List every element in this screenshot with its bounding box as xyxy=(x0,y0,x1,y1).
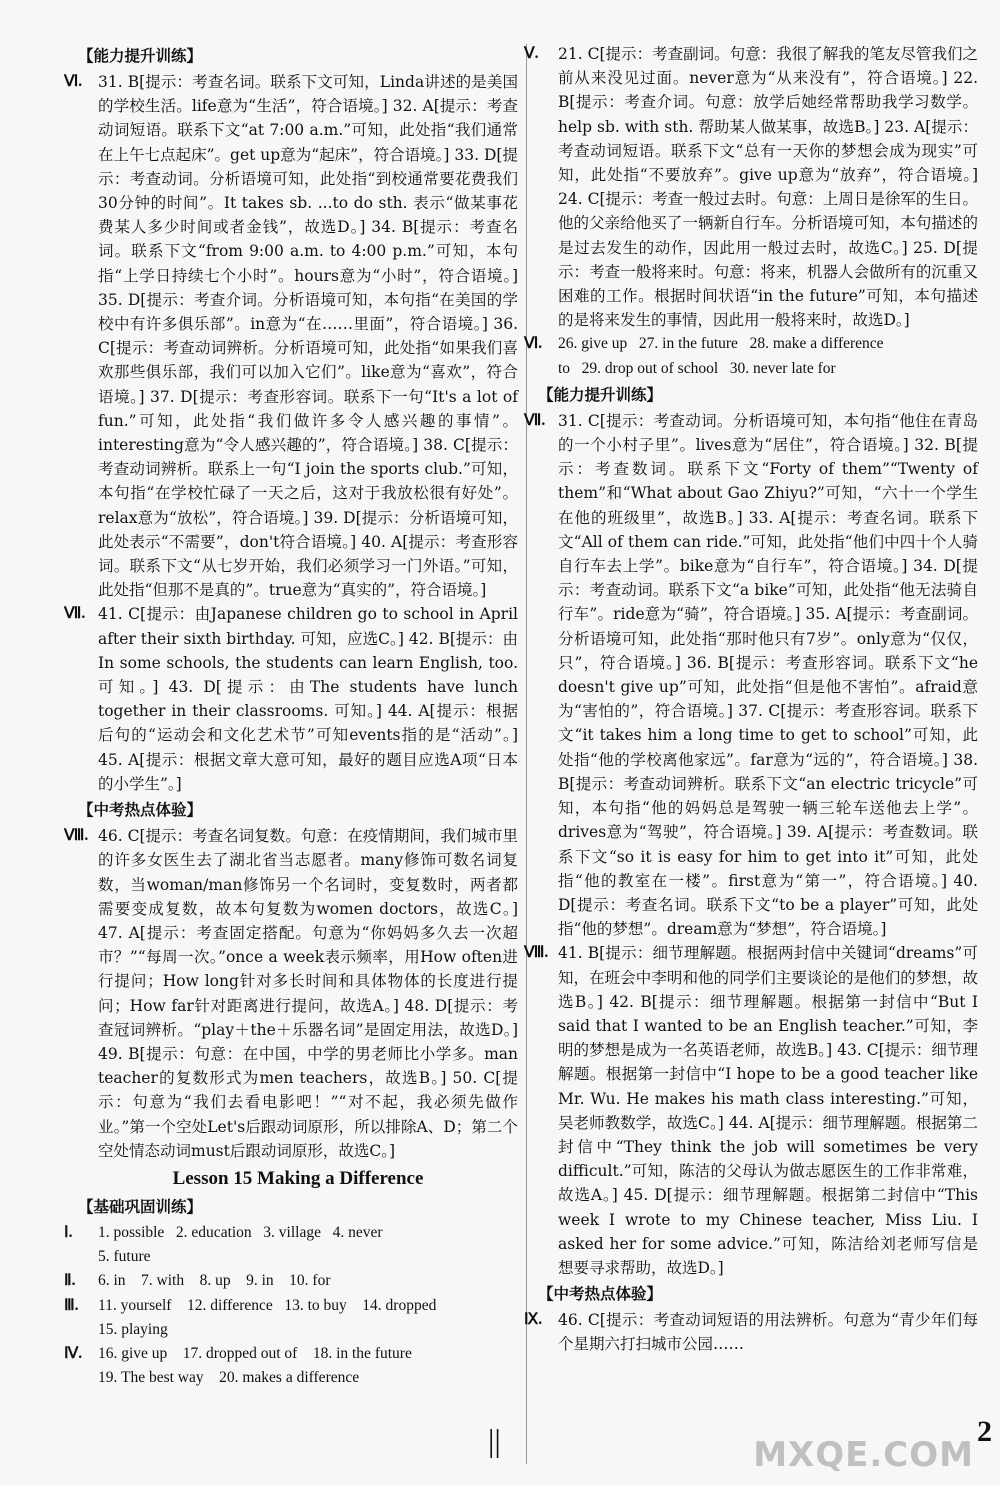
answer-text: to 29. drop out of school 30. never late for xyxy=(558,359,836,377)
answer-text: 5. future xyxy=(98,1248,151,1266)
answer-paragraph xyxy=(64,602,518,796)
section-numeral: Ⅱ. xyxy=(64,1272,76,1290)
answer-line xyxy=(64,1294,518,1318)
answer-text: 1. possible 2. education 3. village 4. never xyxy=(98,1223,383,1241)
answer-text: 46. C[提示：考查名词复数。句意：在疫情期间，我们城市里的许多女医生去了湖北省当志愿者。many修饰可数名词复数，当woman/man修饰另一个名词时，变复数时，两者都需要变成复数，故本句复数为women doctors，故选C。] 47. A[提示：考查固定搭配。句意为“你妈妈多久去一次超市？”“每周一次。”once a week表示频率，用How often进行提问；How long针对多长时间和具体物体的长度进行提问；How far针对距离进行提问，故选A。] 48. D[提示：考查冠词辨析。“play＋the＋乐器名词”是固定用法，故选D。] 49. B[提示：句意：在中国，中学的男老师比小学多。man teacher的复数形式为men teachers，故选B。] 50. C[提示：句意为“我们去看电影吧！”“对不起，我必须先做作业。”第一个空处Let's后跟动词原形，所以排除A、D；第二个空处情态动词must后跟动词原形，故选C。] xyxy=(98,827,518,1160)
section-numeral: Ⅴ. xyxy=(524,45,539,62)
answer-text: 46. C[提示：考查动词短语的用法辨析。句意为“青少年们每个星期六打扫城市公园…… xyxy=(558,1311,978,1354)
column-divider xyxy=(526,44,527,1464)
right-column xyxy=(524,42,978,1357)
margin-mark: || xyxy=(488,1422,501,1458)
section-numeral: Ⅷ. xyxy=(64,827,89,845)
answer-text: 41. C[提示：由Japanese children go to school in April after their sixth birthday. 可知，应选C。] 42. B[提示：由In some schools, the students can learn English, too. 可知。] 43. D[提示：由The students have lunch together in their classrooms. 可知。] 44. A[提示：根据后句的“运动会和文化艺术节”可知events指的是“活动”。] 45. A[提示：根据文章大意可知，最好的题目应选A项“日本的小学生”。] xyxy=(98,605,518,793)
answer-paragraph xyxy=(64,824,518,1163)
answer-text: 6. in 7. with 8. up 9. in 10. for xyxy=(98,1272,331,1290)
answer-line xyxy=(78,1245,518,1269)
watermark-logo: MXQE.COM xyxy=(753,1435,974,1475)
answer-line xyxy=(64,1269,518,1293)
section-numeral: Ⅷ. xyxy=(524,944,549,962)
section-numeral: Ⅰ. xyxy=(64,1223,73,1241)
section-heading: 【基础巩固训练】 xyxy=(78,1197,203,1216)
lesson-title: Lesson 15 Making a Difference xyxy=(172,1167,424,1189)
answer-line xyxy=(78,1366,518,1390)
answer-paragraph xyxy=(524,1308,978,1356)
section-numeral: Ⅶ. xyxy=(524,411,546,429)
answer-paragraph xyxy=(64,70,518,602)
answer-paragraph xyxy=(524,42,978,332)
answer-paragraph xyxy=(524,409,978,941)
answer-text: 21. C[提示：考查副词。句意：我很了解我的笔友尽管我们之前从来没见过面。never意为“从来没有”，符合语境。] 22. B[提示：考查介词。句意：放学后她经常帮助我学习数学。help sb. with sth. 帮助某人做某事，故选B。] 23. A[提示：考查动词短语。联系下文“总有一天你的梦想会成为现实”可知，此处指“不要放弃”。give up意为“放弃”，符合语境。] 24. C[提示：考查一般过去时。句意：上周日是徐军的生日。他的父亲给他买了一辆新自行车。分析语境可知，本句描述的是过去发生的动作，因此用一般过去时，故选C。] 25. D[提示：考查一般将来时。句意：将来，机器人会做所有的沉重又困难的工作。根据时间状语“in the future”可知，本句描述的是将来发生的事情，因此用一般将来时，故选D。] xyxy=(558,45,978,330)
section-numeral: Ⅶ. xyxy=(64,605,86,623)
section-numeral: Ⅳ. xyxy=(64,1344,83,1362)
answer-line xyxy=(538,357,978,381)
left-column xyxy=(64,42,518,1390)
answer-text: 31. C[提示：考查动词。分析语境可知，本句指“他住在青岛的一个小村子里”。lives意为“居住”，符合语境。] 32. B[提示：考查数词。联系下文“Forty of them”“Twenty of them”和“What about Gao Zhiyu?”可知，“六十一个学生在他的班级里”，故选B。] 33. A[提示：考查名词。联系下文“All of them can ride.”可知，此处指“他们中四十个人骑自行车去上学”。bike意为“自行车”，符合语境。] 34. D[提示：考查动词。联系下文“a bike”可知，此处指“他无法骑自行车”。ride意为“骑”，符合语境。] 35. A[提示：考查副词。分析语境可知，此处指“那时他只有7岁”。only意为“仅仅，只”，符合语境。] 36. B[提示：考查形容词。联系下文“he doesn't give up”可知，此处指“但是他不害怕”。afraid意为“害怕的”，符合语境。] 37. C[提示：考查形容词。联系下文“it takes him a long time to get to school”可知，此处指“他的学校离他家远”。far意为“远的”，符合语境。] 38. B[提示：考查动词辨析。联系下文“an electric tricycle”可知，本句指“他的妈妈总是驾驶一辆三轮车送他去上学”。drives意为“驾驶”，符合语境。] 39. A[提示：考查数词。联系下文“so it is easy for him to get into it”可知，此处指“他的教室在一楼”。first意为“第一”，符合语境。] 40. D[提示：考查名词。联系下文“to be a player”可知，此处指“他的梦想”。dream意为“梦想”，符合语境。] xyxy=(558,411,978,939)
answer-text: 41. B[提示：细节理解题。根据两封信中关键词“dreams”可知，在班会中李明和他的同学们主要谈论的是他们的梦想，故选B。] 42. B[提示：细节理解题。根据第一封信中“But I said that I wanted to be an English teacher.”可知，李明的梦想是成为一名英语老师，故选B。] 43. C[提示：细节理解题。根据第一封信中“I hope to be a good teacher like Mr. Wu. He makes his math class interesting.”可知，吴老师教数学，故选C。] 44. A[提示：细节理解题。根据第二封信中“They think the job will sometimes be very difficult.”可知，陈洁的父母认为做志愿医生的工作非常难，故选A。] 45. D[提示：细节理解题。根据第二封信中“This week I wrote to my Chinese teacher, Miss Liu. I asked her for some advice.”可知，陈洁给刘老师写信是想要寻求帮助，故选D。] xyxy=(558,944,978,1277)
page-number: 2 xyxy=(977,1415,992,1448)
section-numeral: Ⅵ. xyxy=(524,335,543,353)
section-numeral: Ⅲ. xyxy=(64,1296,79,1314)
answer-line xyxy=(78,1318,518,1342)
section-numeral: Ⅵ. xyxy=(64,73,83,90)
answer-text: 19. The best way 20. makes a difference xyxy=(98,1369,360,1387)
answer-paragraph xyxy=(524,941,978,1280)
answer-text: 11. yourself 12. difference 13. to buy 14. dropped xyxy=(98,1296,437,1314)
section-heading: 【中考热点体验】 xyxy=(538,1285,663,1304)
section-numeral: Ⅸ. xyxy=(524,1311,543,1329)
answer-line xyxy=(64,1221,518,1245)
answer-line xyxy=(64,1342,518,1366)
answer-text: 26. give up 27. in the future 28. make a difference xyxy=(558,335,884,353)
answer-line xyxy=(524,332,978,356)
section-heading: 【能力提升训练】 xyxy=(78,47,203,65)
section-heading: 【中考热点体验】 xyxy=(78,801,203,820)
answer-text: 16. give up 17. dropped out of 18. in the future xyxy=(98,1344,412,1362)
section-heading: 【能力提升训练】 xyxy=(538,385,663,404)
answer-text: 15. playing xyxy=(98,1320,168,1338)
answer-text: 31. B[提示：考查名词。联系下文可知，Linda讲述的是美国的学校生活。life意为“生活”，符合语境。] 32. A[提示：考查动词短语。联系下文“at 7:00 a.m.”可知，此处指“我们通常在上午七点起床”。get up意为“起床”，符合语境。] 33. D[提示：考查动词。分析语境可知，此处指“到校通常要花费我们30分钟的时间”。It takes sb. ...to do sth. 表示“做某事花费某人多少时间或者金钱”，故选D。] 34. B[提示：考查名词。联系下文“from 9:00 a.m. to 4:00 p.m.”可知，本句指“上学日持续七个小时”。hours意为“小时”，符合语境。] 35. D[提示：考查介词。分析语境可知，本句指“在美国的学校中有许多俱乐部”。in意为“在……里面”，符合语境。] 36. C[提示：考查动词辨析。分析语境可知，此处指“如果我们喜欢那些俱乐部，我们可以加入它们”。like意为“喜欢”，符合语境。] 37. D[提示：考查形容词。联系下一句“It's a lot of fun.”可知，此处指“我们做许多令人感兴趣的事情”。interesting意为“令人感兴趣的”，符合语境。] 38. C[提示：考查动词辨析。联系上一句“I join the sports club.”可知，本句指“在学校忙碌了一天之后，这对于我放松很有好处”。relax意为“放松”，符合语境。] 39. D[提示：分析语境可知，此处表示“不需要”，don't符合语境。] 40. A[提示：考查形容词。联系下文“从七岁开始，我们必须学习一门外语。”可知，此处指“但那不是真的”。true意为“真实的”，符合语境。] xyxy=(98,73,518,600)
